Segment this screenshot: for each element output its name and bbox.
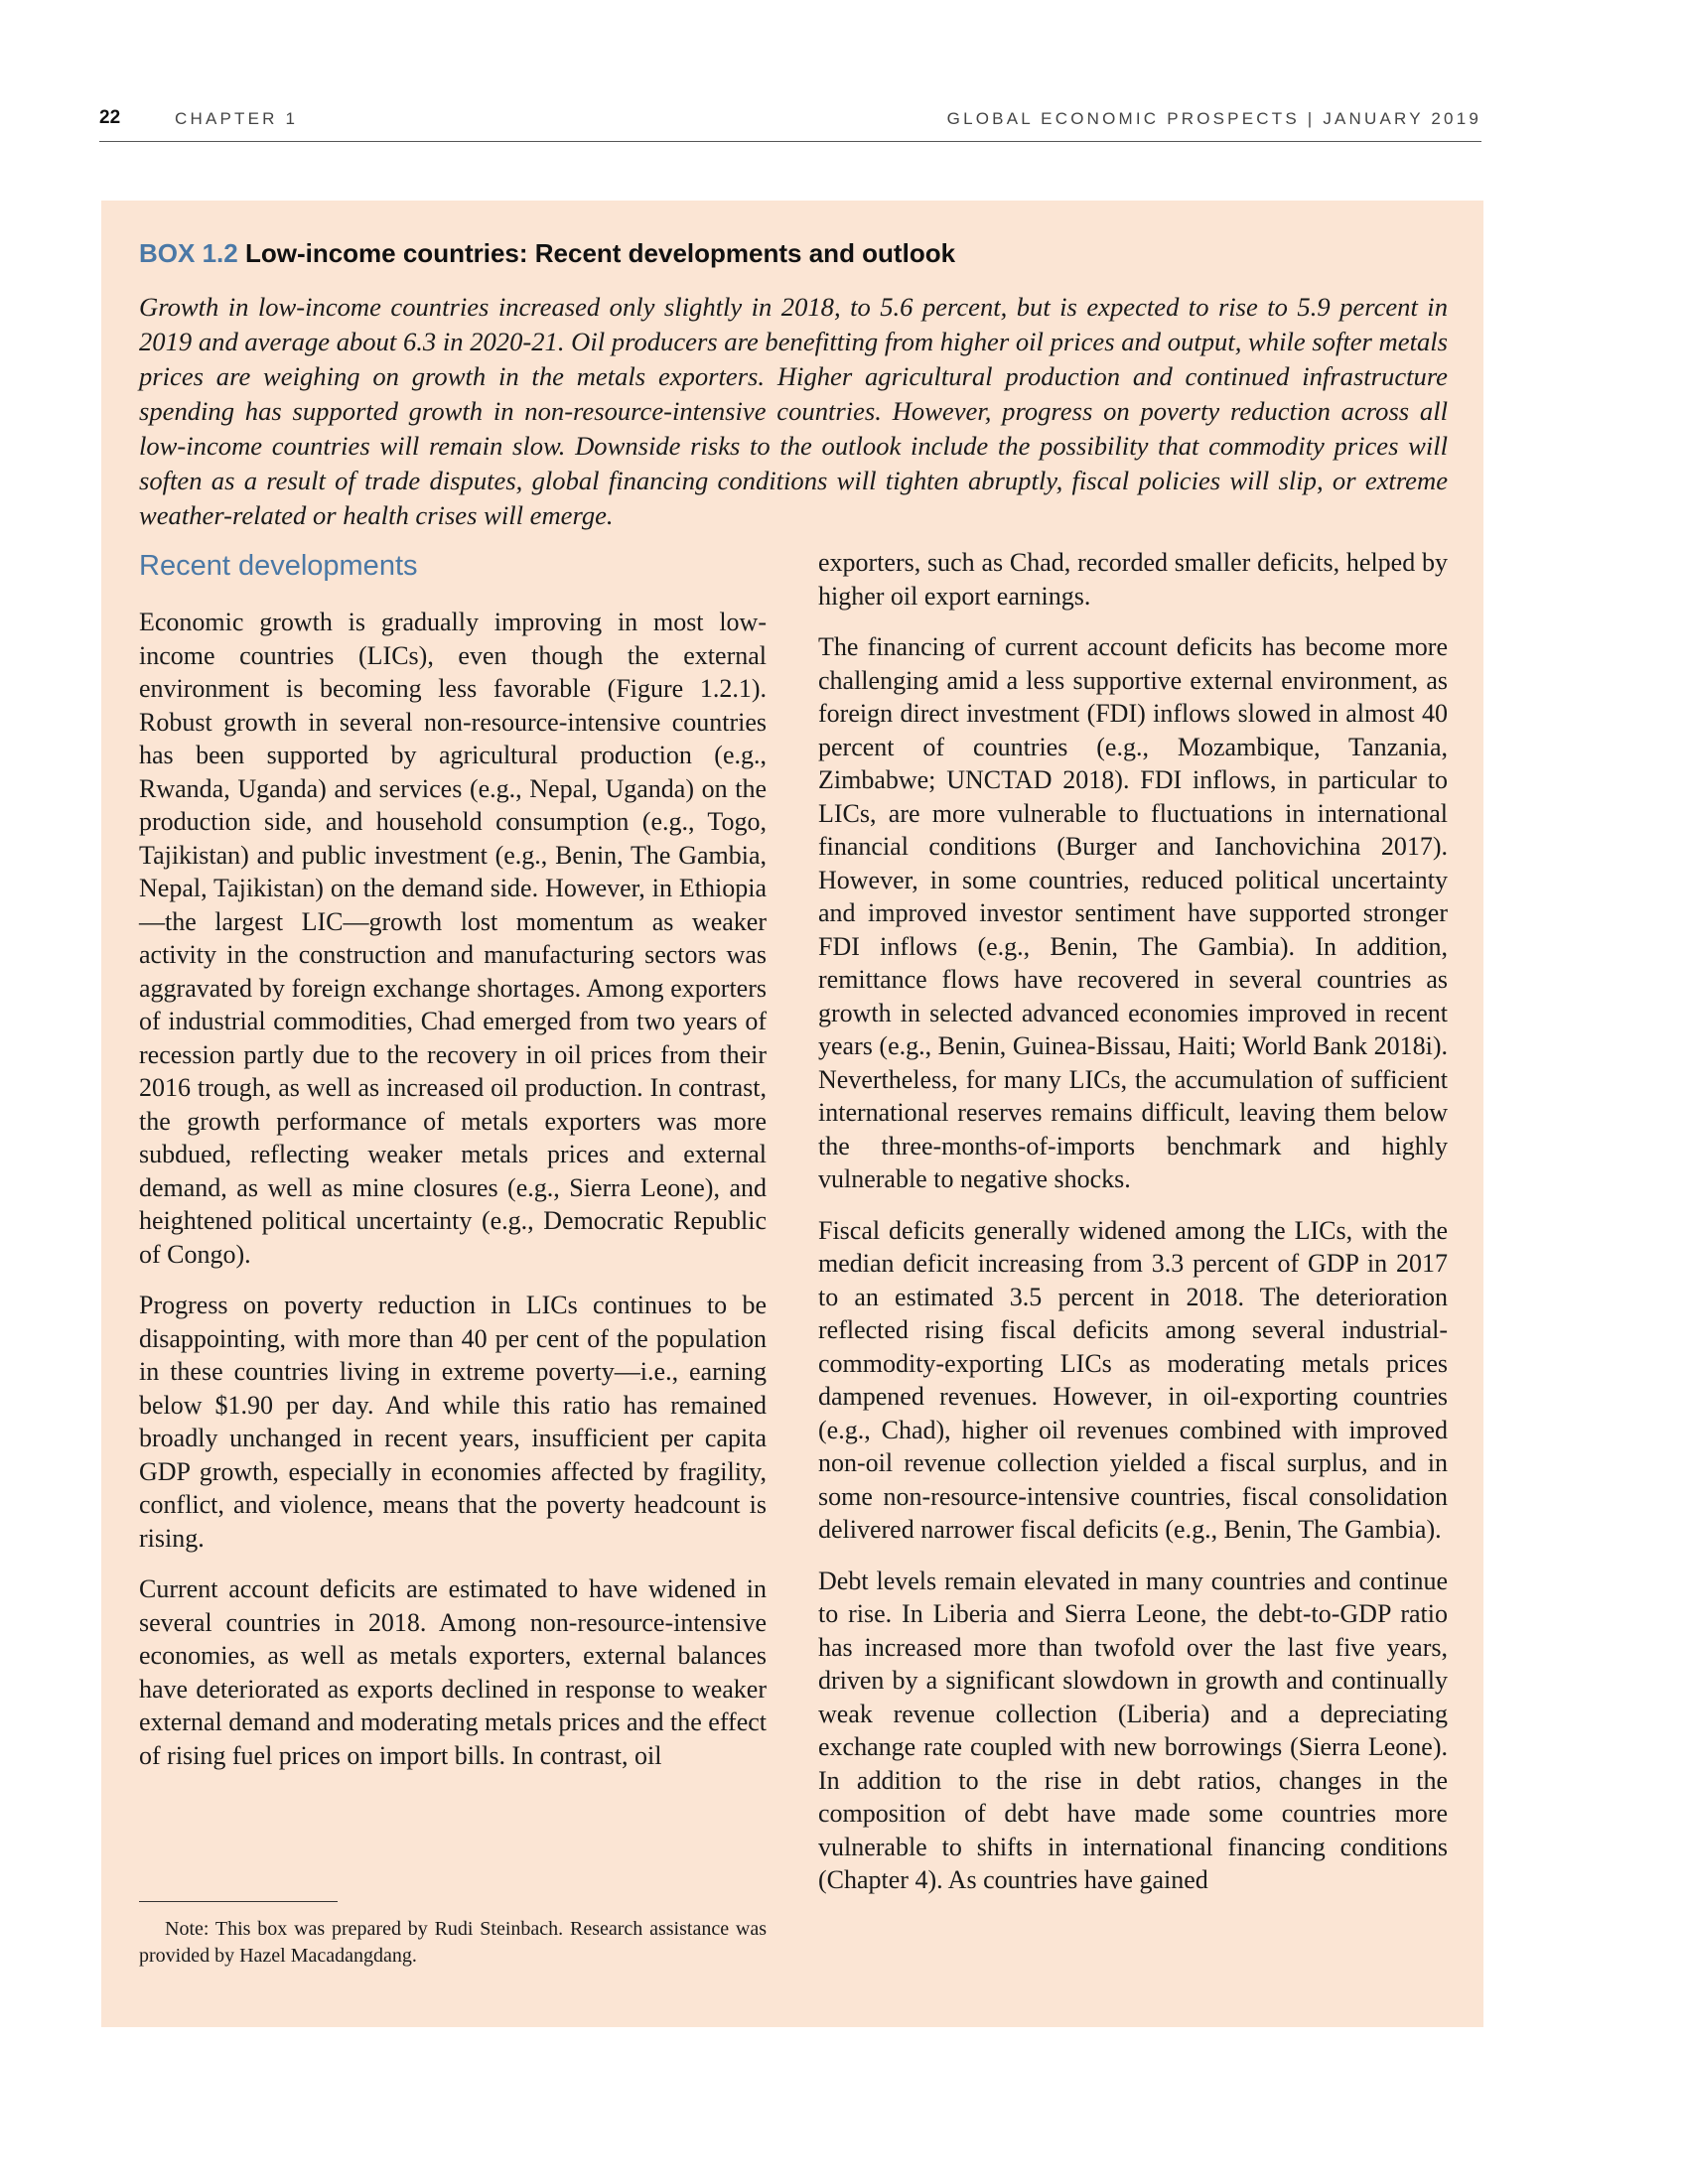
box-title-text: Low-income countries: Recent developments and outlook [244,238,956,268]
box-title [139,238,955,269]
left-column [139,546,767,1790]
paragraph: The financing of current account deficits has become more challenging amid a less supportive external environment, as foreign direct investment (FDI) inflows slowed in almost 40 percent of countries (e.g., Mozambique, Tanzania, Zimbabwe; UNCTAD 2018). FDI inflows, in particular to LICs, are more vulnerable to fluctuations in international financial conditions (Burger and Ianchovichina 2017). However, in some countries, reduced political uncertainty and improved investor sentiment have supported stronger FDI inflows (e.g., Benin, The Gambia). In addition, remittance flows have recovered in several countries as growth in selected advanced economies improved in recent years (e.g., Benin, Guinea-Bissau, Haiti; World Bank 2018i). Nevertheless, for many LICs, the accumulation of sufficient international reserves remains difficult, leaving them below the three-months-of-imports benchmark and highly vulnerable to negative shocks. [818,632,1448,1193]
right-column [818,546,1448,1915]
page-number: 22 [99,107,121,128]
box-label: BOX 1.2 [139,238,238,268]
paragraph: exporters, such as Chad, recorded smaller deficits, helped by higher oil export earnings. [818,548,1448,611]
footnote: Note: This box was prepared by Rudi Steinbach. Research assistance was provided by Hazel Macadangdang. [139,1918,767,1967]
paragraph: Current account deficits are estimated to have widened in several countries in 2018. Among non-resource-intensive economies, as well as metals exporters, external balances have deteriorated as exports declined in response to weaker external demand and moderating metals prices and the effect of rising fuel prices on import bills. In contrast, oil [139,1574,767,1770]
publication-title: GLOBAL ECONOMIC PROSPECTS | JANUARY 2019 [946,109,1481,128]
box-1-2 [101,201,1483,2027]
chapter-label: CHAPTER 1 [175,109,299,128]
footnote-divider [139,1901,338,1902]
paragraph: Economic growth is gradually improving in most low-income countries (LICs), even though the external environment is becoming less favorable (Figure 1.2.1). Robust growth in several non-resource-intensive countries has been supported by agricultural production (e.g., Rwanda, Uganda) and services (e.g., Nepal, Uganda) on the production side, and household consumption (e.g., Togo, Tajikistan) and public investment (e.g., Benin, The Gambia, Nepal, Tajikistan) on the demand side. However, in Ethiopia—the largest LIC—growth lost momentum as weaker activity in the construction and manufacturing sectors was aggravated by foreign exchange shortages. Among exporters of industrial commodities, Chad emerged from two years of recession partly due to the recovery in oil prices from their 2016 trough, as well as increased oil production. In contrast, the growth performance of metals exporters was more subdued, reflecting weaker metals prices and external demand, as well as mine closures (e.g., Sierra Leone), and heightened political uncertainty (e.g., Democratic Republic of Congo). [139,608,767,1269]
paragraph: Fiscal deficits generally widened among the LICs, with the median deficit increasing from 3.3 percent of GDP in 2017 to an estimated 3.5 percent in 2018. The deterioration reflected rising fiscal deficits among several industrial-commodity-exporting LICs as moderating metals prices dampened revenues. However, in oil-exporting countries (e.g., Chad), higher oil revenues combined with improved non-oil revenue collection yielded a fiscal surplus, and in some non-resource-intensive countries, fiscal consolidation delivered narrower fiscal deficits (e.g., Benin, The Gambia). [818,1215,1448,1544]
paragraph: Debt levels remain elevated in many countries and continue to rise. In Liberia and Sierra Leone, the debt-to-GDP ratio has increased more than twofold over the last five years, driven by a significant slowdown in growth and continually weak revenue collection (Liberia) and a depreciating exchange rate coupled with new borrowings (Sierra Leone). In addition to the rise in debt ratios, changes in the composition of debt have made some countries more vulnerable to shifts in international financing conditions (Chapter 4). As countries have gained [818,1566,1448,1894]
section-heading: Recent developments [139,550,418,582]
running-header [99,107,1481,142]
box-lead-summary: Growth in low-income countries increased only slightly in 2018, to 5.6 percent, but is expected to rise to 5.9 percent in 2019 and average about 6.3 in 2020-21. Oil producers are benefitting from higher oil prices and output, while softer metals prices are weighing on growth in the metals exporters. Higher agricultural production and continued infrastructure spending has supported growth in non-resource-intensive countries. However, progress on poverty reduction across all low-income countries will remain slow. Downside risks to the outlook include the possibility that commodity prices will soften as a result of trade disputes, global financing conditions will tighten abruptly, fiscal policies will slip, or extreme weather-related or health crises will emerge. [139,292,1448,530]
paragraph: Progress on poverty reduction in LICs continues to be disappointing, with more than 40 per cent of the population in these countries living in extreme poverty—i.e., earning below $1.90 per day. And while this ratio has remained broadly unchanged in recent years, insufficient per capita GDP growth, especially in economies affected by fragility, conflict, and violence, means that the poverty headcount is rising. [139,1291,767,1553]
